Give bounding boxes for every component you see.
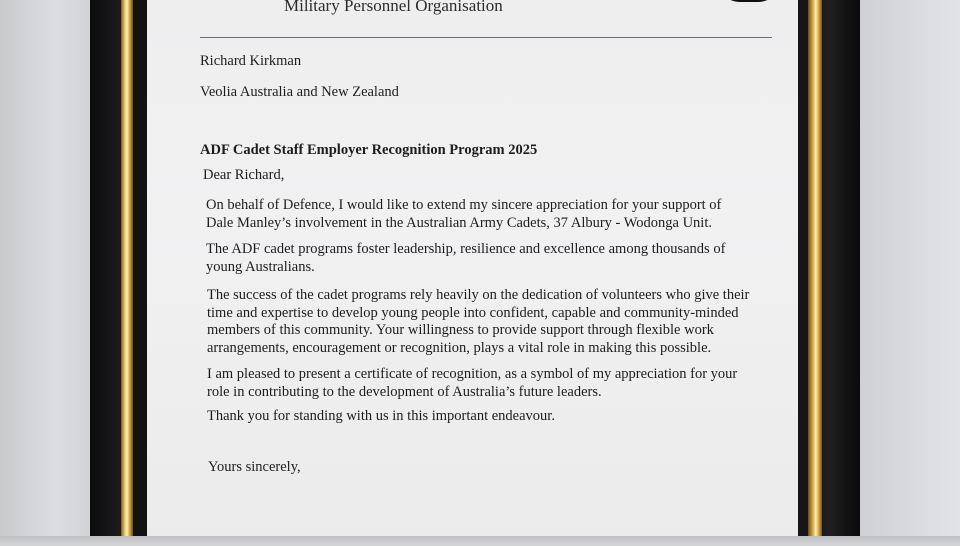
frame-gold-trim-right bbox=[808, 0, 822, 546]
letterhead-divider bbox=[200, 37, 772, 38]
paragraph-line: Dale Manley’s involvement in the Australian Army Cadets, 37 Albury - Wodonga Unit. bbox=[206, 214, 712, 231]
paragraph-line: arrangements, encouragement or recognition, plays a vital role in making this possible. bbox=[207, 339, 712, 356]
paragraph-line: members of this community. Your willingness to provide support through flexible work bbox=[207, 322, 714, 338]
frame-inner-edge-right bbox=[798, 0, 808, 546]
bottom-ledge bbox=[0, 536, 960, 546]
closing: Yours sincerely, bbox=[208, 459, 301, 475]
frame-gold-trim-left bbox=[121, 0, 133, 546]
paragraph-4 bbox=[207, 366, 737, 401]
organisation-name: Military Personnel Organisation bbox=[284, 0, 503, 15]
paragraph-2 bbox=[206, 241, 725, 276]
paragraph-line: time and expertise to develop young people into confident, capable and community-minded bbox=[207, 304, 739, 321]
paragraph-line: Thank you for standing with us in this important endeavour. bbox=[207, 408, 555, 424]
paragraph-line: The success of the cadet programs rely heavily on the dedication of volunteers who give their bbox=[207, 287, 750, 303]
recipient-name: Richard Kirkman bbox=[200, 53, 302, 69]
wall-right bbox=[856, 0, 960, 546]
paragraph-line: The ADF cadet programs foster leadership, resilience and excellence among thousands of bbox=[206, 241, 726, 257]
paragraph-line: I am pleased to present a certificate of recognition, as a symbol of my appreciation for your bbox=[207, 366, 738, 382]
salutation: Dear Richard, bbox=[203, 167, 285, 183]
frame-inner-edge-left bbox=[133, 0, 147, 546]
paragraph-line: young Australians. bbox=[206, 258, 315, 275]
recipient-company: Veolia Australia and New Zealand bbox=[200, 84, 399, 100]
paragraph-3 bbox=[207, 287, 749, 357]
paragraph-1 bbox=[206, 197, 721, 232]
paragraph-5 bbox=[207, 408, 555, 426]
letter-subject: ADF Cadet Staff Employer Recognition Program 2025 bbox=[200, 142, 538, 158]
paragraph-line: On behalf of Defence, I would like to extend my sincere appreciation for your support of bbox=[206, 197, 722, 213]
paragraph-line: role in contributing to the development of Australia’s future leaders. bbox=[207, 383, 602, 400]
wall-left bbox=[0, 0, 92, 546]
